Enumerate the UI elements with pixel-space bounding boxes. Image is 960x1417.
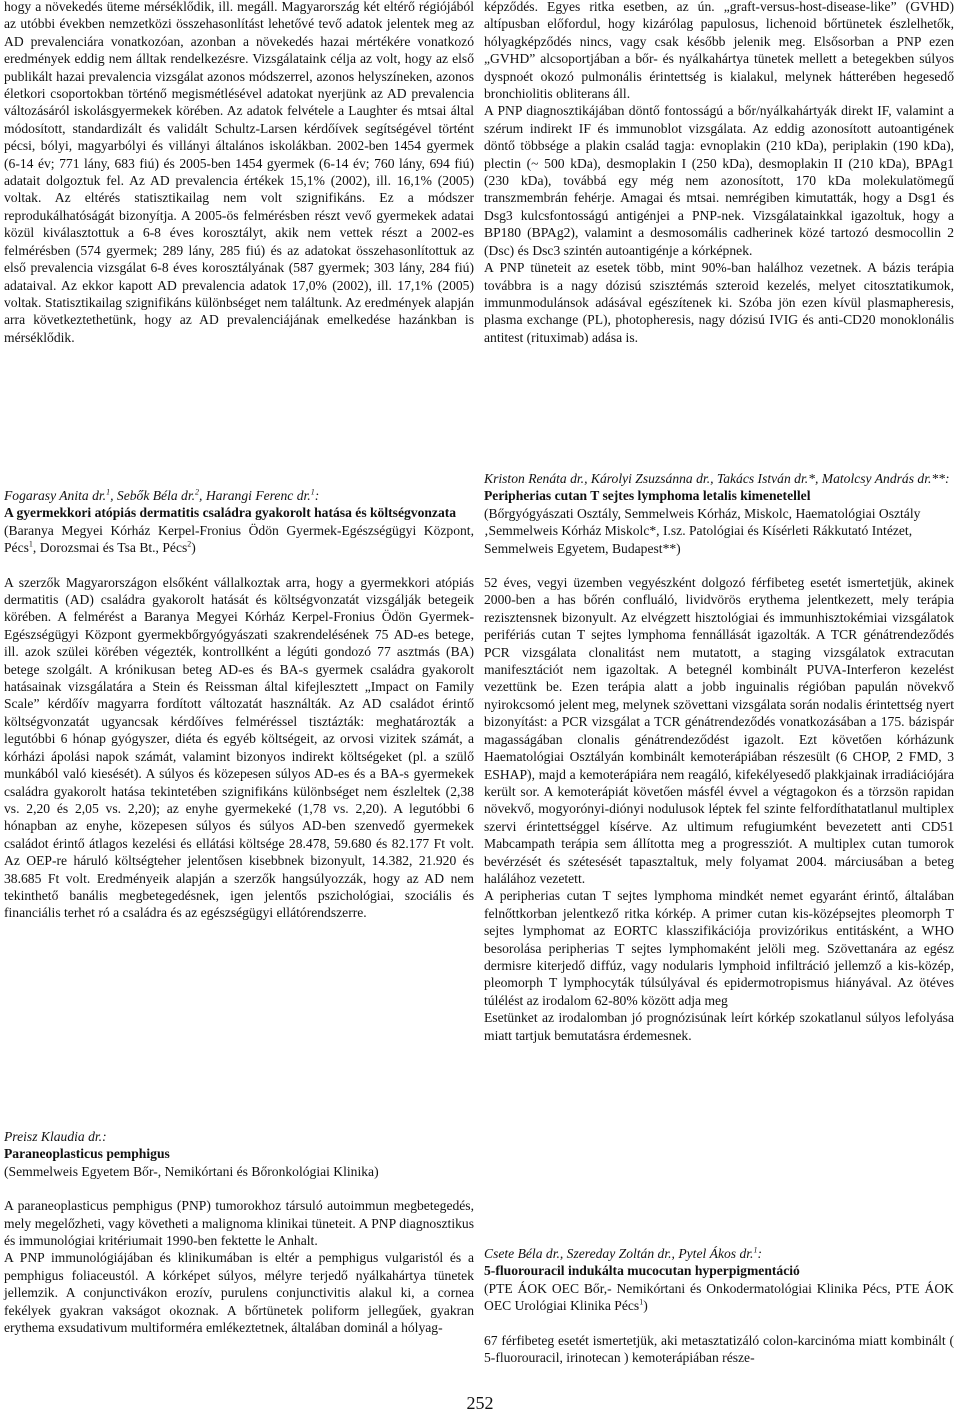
page-number: 252 bbox=[466, 1393, 494, 1413]
abstract-t-cell-lymphoma bbox=[484, 470, 954, 1044]
abstract-body: Esetünket az irodalomban jó prognózisúnak leírt kórkép szokatlanul súlyos lefolyása miatt tartjuk bemutatásra érdemesnek. bbox=[484, 1010, 954, 1043]
left-column-top-text bbox=[4, 0, 474, 346]
abstract-title: 5-fluorouracil indukálta mucocutan hyperpigmentáció bbox=[484, 1263, 800, 1279]
paragraph: hogy a növekedés üteme mérséklődik, ill. megáll. Magyarország két eltérő régiójából az utóbbi években nemzetközi összehasonlítást lehetővé tevő adatok jelentek meg az AD prevalenciára vonatkozóan, azonban a növekedés hazai mértékére vonatkozó eredmények eddig nem álltak rendelkezésre. Vizsgálataink célja az volt, hogy az első publikált hazai prevalencia vizsgálat azonos módszerrel, azonos helyszíneken, azonos életkori csoportokban történő megismétlésével adatokat nyerjünk az AD prevalencia változásáról iskolásgyermekek körében. Az adatok felvétele a Laughter és mtsai által módosított, standardizált és validált Schultz-Larsen kérdőívek segítségével történt pécsi, bólyi, magyarbólyi és villányi általános iskolákban. 2002-ben 1454 gyermek (6-14 év; 771 lány, 683 fiú) és 2005-ben 1454 gyermek (6-14 év; 760 lány, 694 fiú) adatait dolgoztuk fel. Az AD prevalencia értékek 15,1% (2002), ill. 16,1% (2005) voltak. Az eltérés statisztikailag nem volt szignifikáns. Ez a módszer reprodukálhatóságát bizonyítja. A 2005-ös felmérésben részt vevő gyermekek adatai közül kiválasztottuk a 6-8 éves korosztályt, akik nem vettek részt a 2002-es felmérésben (574 gyermek; 289 lány, 285 fiú) és az adatokat összehasonlítottuk az első prevalencia vizsgálat 6-8 éves korosztályának (587 gyermek; 303 lány, 284 fiú) adataival. Az ekkor kapott AD prevalencia adatok 17,0% (2002), ill. 17,1% (2005) voltak. Statisztikailag szignifikáns különbséget nem találtunk. Az eredmények alapján arra következtethetünk, hogy az AD prevalenciájának emelkedése hazánkban is mérséklődik. bbox=[4, 0, 474, 345]
abstract-body: A paraneoplasticus pemphigus (PNP) tumorokhoz társuló autoimmun megbetegedés, mely megelőzheti, vagy követheti a malignoma klinikai tüneteit. A PNP diagnosztikus és immunológiai kritériumait 1990-ben fektette le Anhalt. bbox=[4, 1198, 474, 1249]
abstract-body: A szerzők Magyarországon elsőként vállalkoztak arra, hogy a gyermekkori atópiás dermatitis (AD) családra gyakorolt hatását és költségvonzatát vizsgálják betegeik körében. A felmérést a Baranya Megyei Kórház Kerpel-Fronius Ödön Gyermek-Egészségügyi Központ gyermekbőrgyógyászati szakrendelésének 75 AD-es betege, ill. azok szülei körében végezték, kontrollként a légúti gondozó 77 asztmás (BA) betege szolgált. A krónikusan beteg AD-es és BA-s gyermek családra gyakorolt hatásainak vizsgálatára a Stein és Reissman által kifejlesztett „Impact on Family Scale” kérdőív magyarra fordított változatát használták. Az AD családot érintő költségvonzatát ugyancsak kérdőíves felméréssel tisztázták: meghatározták a legutóbbi 6 hónap gyógyszer, diéta és egyéb költségeit, az orvosi vizitek számát, a kórházi ápolási napok számát, valamint bizonyos indirekt költségeket (pl. a szülő munkából való kiesését). A súlyos és közepesen súlyos AD-es és a BA-s gyermekek családra gyakorolt hatása tekintetében szignifikáns különbséget nem észleltek (2,38 vs. 2,20 és 2,05 vs. 2,20); az enyhe gyermekeké (1,78 vs. 2,20). A legutóbbi 6 hónapban az enyhe, közepesen súlyos és súlyos AD-ben szenvedő gyermekek családot érintő átlagos kezelési és ellátási költsége 28.478, 59.680 és 82.177 Ft volt. Az OEP-re háruló költségteher jelentősen kisebbnek bizonyult, 14.382, 21.920 és 38.685 Ft volt. Eredményeik alapján a szerzők hangsúlyozzák, hogy az AD nem tekinthető banális megbetegedésnek, igen jelentős pszichológiai, szociális és financiális terhet ró a családra és az egészségügyi ellátórendszerre. bbox=[4, 574, 474, 921]
abstract-affiliation: (Semmelweis Egyetem Bőr-, Nemikórtani és Bőronkológiai Klinika) bbox=[4, 1163, 379, 1179]
abstract-title: Peripherias cutan T sejtes lymphoma letalis kimenetellel bbox=[484, 488, 811, 504]
abstract-5-fluorouracil bbox=[484, 1245, 954, 1366]
paragraph: képződés. Egyes ritka esetben, az ún. „graft-versus-host-disease-like” (GVHD) altípusban előfordul, hogy kizárólag papulosus, lichenoid bőrtünetek észlelhetők, hólyagképződés nincs, vagy csak később jelenik meg. Elsősorban a PNP ezen „GVHD” alcsoportjában a bőr- és nyálkahártya tünetek mellett a betegekben súlyos dyspnoét okozó pulmonális érintettség is kialakul, melynek hátterében hegesedő bronchiolitis obliterans áll. bbox=[484, 0, 954, 102]
abstract-authors: Csete Béla dr., Szereday Zoltán dr., Pytel Ákos dr.$^1$: bbox=[484, 1245, 762, 1261]
abstract-affiliation: (Baranya Megyei Kórház Kerpel-Fronius Ödön Gyermek-Egészségügyi Központ, Pécs$^1$, Dorozsmai és Tsa Bt., Pécs$^2$) bbox=[4, 522, 474, 556]
abstract-title: Paraneoplasticus pemphigus bbox=[4, 1146, 170, 1162]
abstract-affiliation: (PTE ÁOK OEC Bőr,- Nemikórtani és Onkodermatológiai Klinika Pécs, PTE ÁOK OEC Urológiai Klinika Pécs$^1$) bbox=[484, 1280, 954, 1314]
abstract-body: A peripherias cutan T sejtes lymphoma mindkét nemet egyaránt érintő, általában felnőttkorban jelentkező ritka kórkép. A primer cutan kis-középsejtes pleomorph T sejtes lymphomat az EORTC klasszifikációja provizórikus entitásként, a WHO besorolása peripherias T sejtes lymphomaként jelöli meg. Szövettanára az egész dermisre kiterjedő diffúz, vagy nodularis lymphoid infiltráció jellemző a kis-közép, pleomorph T lymphocyták túlsúlyával és epidermotropismus hiányával. Az ötéves túlélést az irodalom 62-80% között adja meg bbox=[484, 888, 954, 1008]
abstract-authors: Kriston Renáta dr., Károlyi Zsuzsánna dr., Takács István dr.*, Matolcsy András dr.**: bbox=[484, 471, 950, 486]
abstract-body: 52 éves, vegyi üzemben vegyészként dolgozó férfibeteg esetét ismertetjük, akinek 2000-ben a has bőrén confluáló, lividvörös erythema jelentkezett, mely terápia rezisztensnek bizonyult. Az elvégzett hisztológiai és immunhisztokémiai vizsgálatok perifériás cutan T sejtes lymphoma fennállását igazolták. A TCR génátrendeződés PCR vizsgálata clonalitást nem mutatott, a staging vizsgálatok extracutan manifesztációt nem igazoltak. A betegnél kombinált PUVA-Interferon kezelést vezettünk be. Ezen terápia alatt a jobb inguinalis régióban papulán növekvő nyirokcsomó jelent meg, melynek szövettani vizsgálata során nodalis érintettség nyert bizonyítást: a PCR vizsgálat a TCR génátrendeződés vonatkozásában a 175. bázispár magasságában clonalis génátrendeződést igazolt. Ezt követően kórházunk Haematológiai Osztályán kombinált kemoterápiában részesült (6 CHOP, 2 FMD, 3 ESHAP), majd a kemoterápiára nem reagáló, kifekélyesedő plakkjainak irradiációjára került sor. A kemoterápiát követően másfél évvel a végtagokon és a törzsön rapidan növekvő, mogyorónyi-diónyi nodulusok léptek fel szinte felfordíthatatlanul multiplex szervi érintettséggel kísérve. Az ultimum refugiumként bevezetett anti CD51 Mabcampath terápia sem állította meg a progressziót. A multiplex cutan tumorok bevérzését és szétesését tapasztaltuk, mely folyamat 2004. márciusában a beteg halálához vezetett. bbox=[484, 575, 954, 886]
abstract-body: 67 férfibeteg esetét ismertetjük, aki metasztatizáló colon-karcinóma miatt kombinált ( 5-fluorouracil, irinotecan ) kemoterápiában része- bbox=[484, 1332, 954, 1366]
abstract-affiliation: (Bőrgyógyászati Osztály, Semmelweis Kórház, Miskolc, Haematológiai Osztály ‚Semmelweis Kórház Miskolc*, I.sz. Patológiai és Kísérleti Rákkutató Intézet, Semmelweis Egyetem, Budapest**) bbox=[484, 505, 921, 556]
paragraph: A PNP tüneteit az esetek több, mint 90%-ban halálhoz vezetnek. A bázis terápia továbbra is a nagy dózisú szisztémás szteroid kezelés, melyet citosztatikumok, immunmodulánsok adásával egészítenek ki. Szóba jön ezen kívül plasmapheresis, plasma exchange (PL), photopheresis, nagy dózisú IVIG és anti-CD20 monoklonális antitest (rituximab) adása is. bbox=[484, 260, 954, 345]
abstract-authors: Preisz Klaudia dr.: bbox=[4, 1129, 107, 1144]
abstract-paraneoplastic-pemphigus bbox=[4, 1128, 474, 1336]
abstract-atopic-dermatitis bbox=[4, 487, 474, 922]
abstract-title: A gyermekkori atópiás dermatitis családra gyakorolt hatása és költségvonzata bbox=[4, 505, 457, 521]
abstract-authors: Fogarasy Anita dr.$^1$, Sebők Béla dr.$^2$, Harangi Ferenc dr.$^1$: bbox=[4, 487, 320, 503]
right-column-top-text bbox=[484, 0, 954, 346]
paragraph: A PNP diagnosztikájában döntő fontosságú a bőr/nyálkahártyák direkt IF, valamint a szérum indirekt IF és immunoblot vizsgálata. Az eddig azonosított autoantigének döntő többsége a plakin család tagja: evnoplakin (210 kDa), periplakin (190 kDa), plectin (~ 500 kDa), desmoplakin I (250 kDa), desmoplakin II (210 kDa), BPAg1 (230 kDa), továbbá egy még nem azonosított, 170 kDa molekulatömegű transzmembrán fehérje. Amagai és mtsai. nemrégiben kimutatták, hogy a Dsg1 és Dsg3 kulcsfontosságú antigénjei a PNP-nek. Vizsgálatainkkal igazoltuk, hogy a BP180 (BPAg2), valamint a desmosomális cadherinek közé tartozó desmocollin 2 (Dsc) és Dsc3 szintén autoantigénje a kórképnek. bbox=[484, 103, 954, 258]
abstract-body: A PNP immunológiájában és klinikumában is eltér a pemphigus vulgaristól és a pemphigus foliaceustól. A kórképet súlyos, mélyre terjedő nyálkahártya tünetek jellemzik. A conjunctivákon erozív, purulens conjunctivitis alakul ki, a cornea fekélyek gyakran vakságot okoznak. A bőrtünetek poliform jellegűek, gyakran erythema exsudativum multiforméra emlékeztetnek, általában dominál a hólyag- bbox=[4, 1250, 474, 1336]
